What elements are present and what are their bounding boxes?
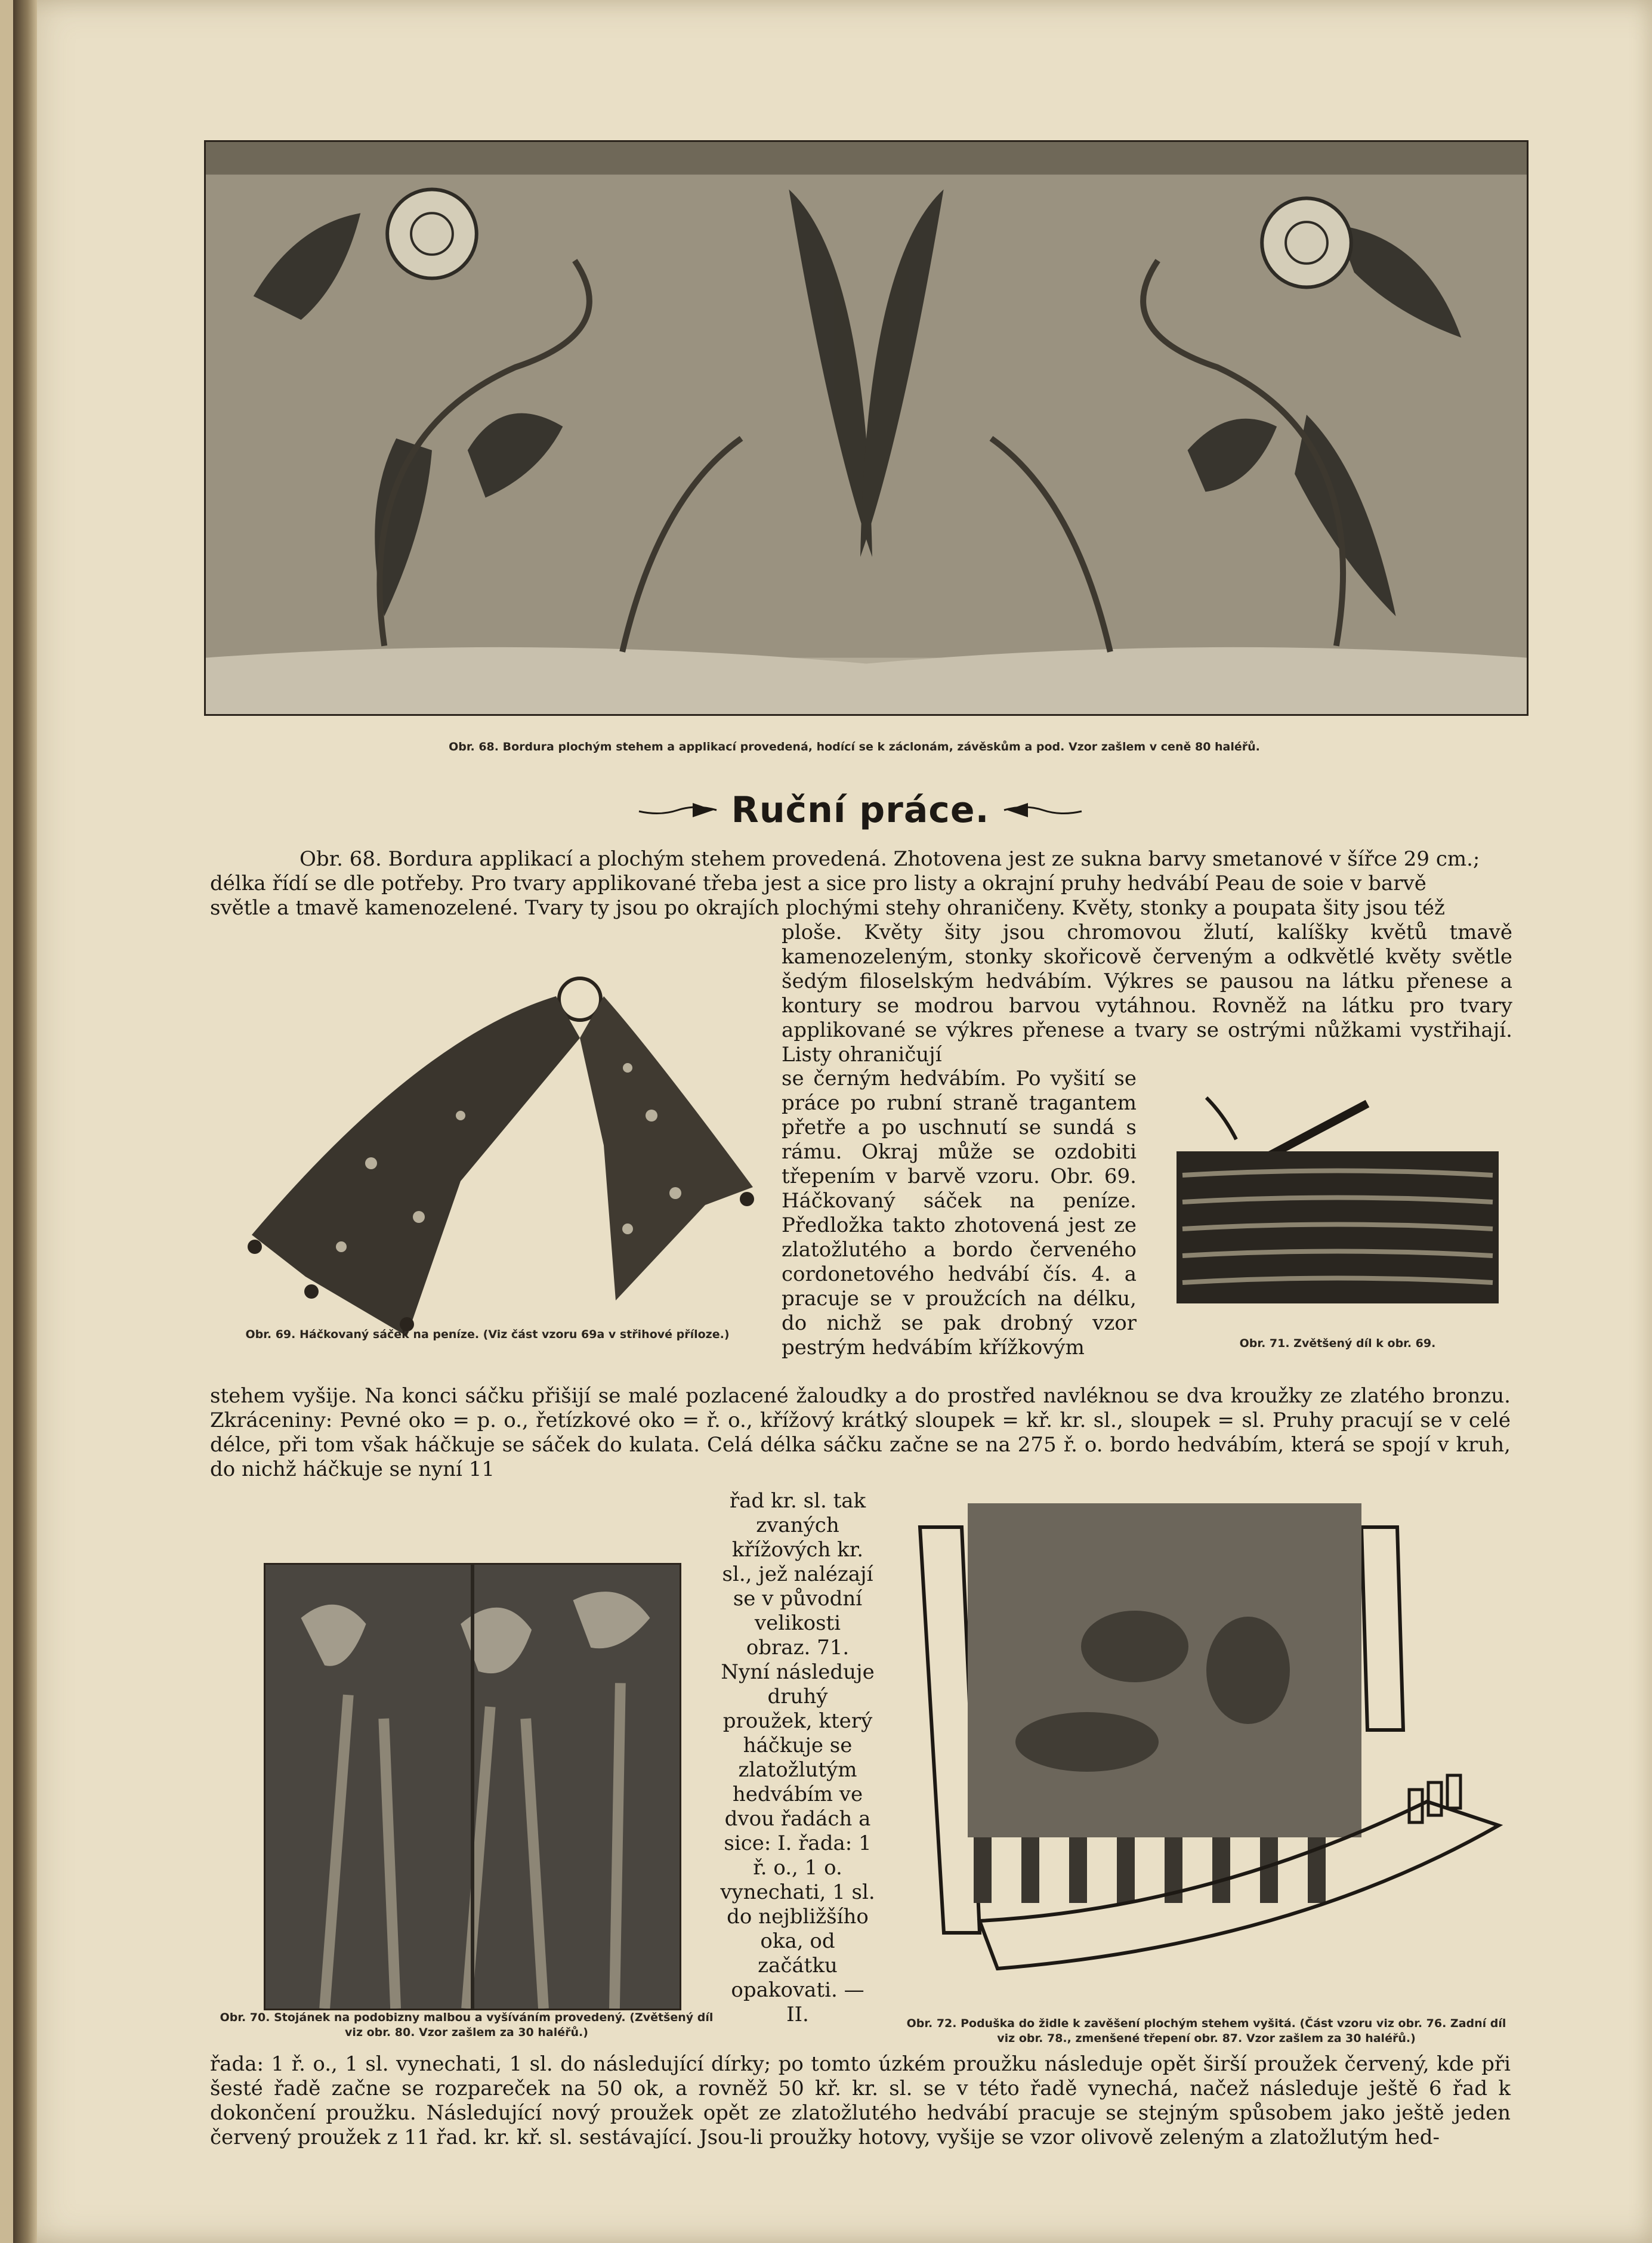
- article-full-2: řada: 1 ř. o., 1 sl. vynechati, 1 sl. do následující dírky; po tomto úzkém proužku následuje opět širší proužek červený, kde při šesté řadě začne se rozpareček na 50 ok, a rovněž 50 kř. kr. sl. se v této řadě vynechá, načež následuje ještě 6 řad k dokončení proužku. Následující nový proužek opět ze zlatožlutého hedvábí pracuje se stejným spůsobem jako ještě jeden červený proužek z 11 řad. kr. kř. sl. sestávající. Jsou-li proužky hotovy, vyšije se vzor olivově zeleným a zlatožlutým hed-: [210, 2052, 1511, 2149]
- intro-line: délka řídí se dle potřeby. Pro tvary applikované třeba jest a sice pro listy a okrajní pruhy hedvábí Peau de soie v barvě: [210, 872, 1426, 895]
- article-full-1: stehem vyšije. Na konci sáčku přišijí se malé pozlacené žaloudky a do prostřed navléknou se dva kroužky ze zlatého bronzu. Zkráceniny: Pevné oko = p. o., řetízkové oko = ř. o., křížový krátký sloupek = kř. kr. sl., sloupek = sl. Pruhy pracují se v celé délce, při tom však háčkuje se sáček do kulata. Celá délka sáčku začne se na 275 ř. o. bordo hedvábím, která se spojí v kruh, do nichž háčkuje se nyní 11: [210, 1384, 1511, 1481]
- figure-72-chair-cushion: [908, 1491, 1511, 2010]
- left-ornament-icon: [636, 798, 720, 822]
- figure-68-caption: Obr. 68. Bordura plochým stehem a applikací provedená, hodící se k záclonám, závěskům a pod. Vzor zašlem v ceně 80 haléřů.: [449, 740, 1260, 753]
- figure-70-caption: Obr. 70. Stojánek na podobizny malbou a vyšíváním provedený. (Zvětšený díl viz obr. 80. Vzor zašlem za 30 haléřů.): [220, 2011, 714, 2039]
- article-column-middle: se černým hedvábím. Po vyšití se práce po rubní straně tragantem přetře a po uschnutí se sundá s rámu. Okraj může se ozdobiti třepením v barvě vzoru. Obr. 69. Háčkovaný sáček na peníze. Předložka takto zhotovená jest ze zlatožlutého a bordo červeného cordonetového hedvábí čís. 4. a pracuje se v proužcích na délku, do nichž se pak drobný vzor pestrým hedvábím křížkovým: [782, 1067, 1137, 1360]
- page-title: Ruční práce.: [731, 789, 990, 831]
- right-ornament-icon: [1001, 798, 1085, 822]
- article-column-right: ploše. Květy šity jsou chromovou žlutí, kalíšky květů tmavě kamenozeleným, stonky skořicově červeným a odkvětlé květy světle šedým filoselským hedvábím. Výkres se pausou na látku přenese a kontury se modrou barvou vytáhnou. Rovněž na látku pro tvary applikované se výkres přenese a tvary se ostrými nůžkami vystřihají. Listy ohraničují: [782, 920, 1512, 1067]
- figure-69-caption: Obr. 69. Háčkovaný sáček na peníze. (Viz část vzoru 69a v střihové příloze.): [245, 1328, 730, 1341]
- figure-68-border: [204, 140, 1529, 716]
- article-narrow-column: řad kr. sl. tak zvaných křížových kr. sl., jež nalézají se v původní velikosti obraz. 71. Nyní následuje druhý proužek, který háčkuje se zlatožlutým hedvábím ve dvou řadách a sice: I. řada: 1 ř. o., 1 o. vynechati, 1 sl. do nejbližšího oka, od začátku opakovati. — II.: [720, 1489, 875, 2026]
- intro-line: Obr. 68. Bordura applikací a plochým stehem provedená. Zhotovena jest ze sukna barvy smetanové v šířce 29 cm.;: [299, 847, 1480, 871]
- figure-71-caption: Obr. 71. Zvětšený díl k obr. 69.: [1239, 1337, 1436, 1350]
- figure-71-crochet-detail: [1171, 1092, 1505, 1306]
- page: [13, 0, 1652, 2243]
- article-intro: [210, 847, 1511, 920]
- intro-line: světle a tmavě kamenozelené. Tvary ty jsou po okrajích plochými stehy ohraničeny. Květy, stonky a poupata šity jsou též: [210, 896, 1445, 920]
- section-heading: [622, 786, 1099, 834]
- figure-72-caption: Obr. 72. Poduška do židle k zavěšení plochým stehem vyšitá. (Část vzoru viz obr. 76. Zadní díl viz obr. 78., zmenšené třepení obr. 87. Vzor zašlem za 30 haléřů.): [906, 2017, 1506, 2045]
- figure-70-photo-stand: [264, 1563, 681, 2010]
- figure-69-purse: [222, 966, 759, 1336]
- book-spine-shadow: [13, 0, 37, 2243]
